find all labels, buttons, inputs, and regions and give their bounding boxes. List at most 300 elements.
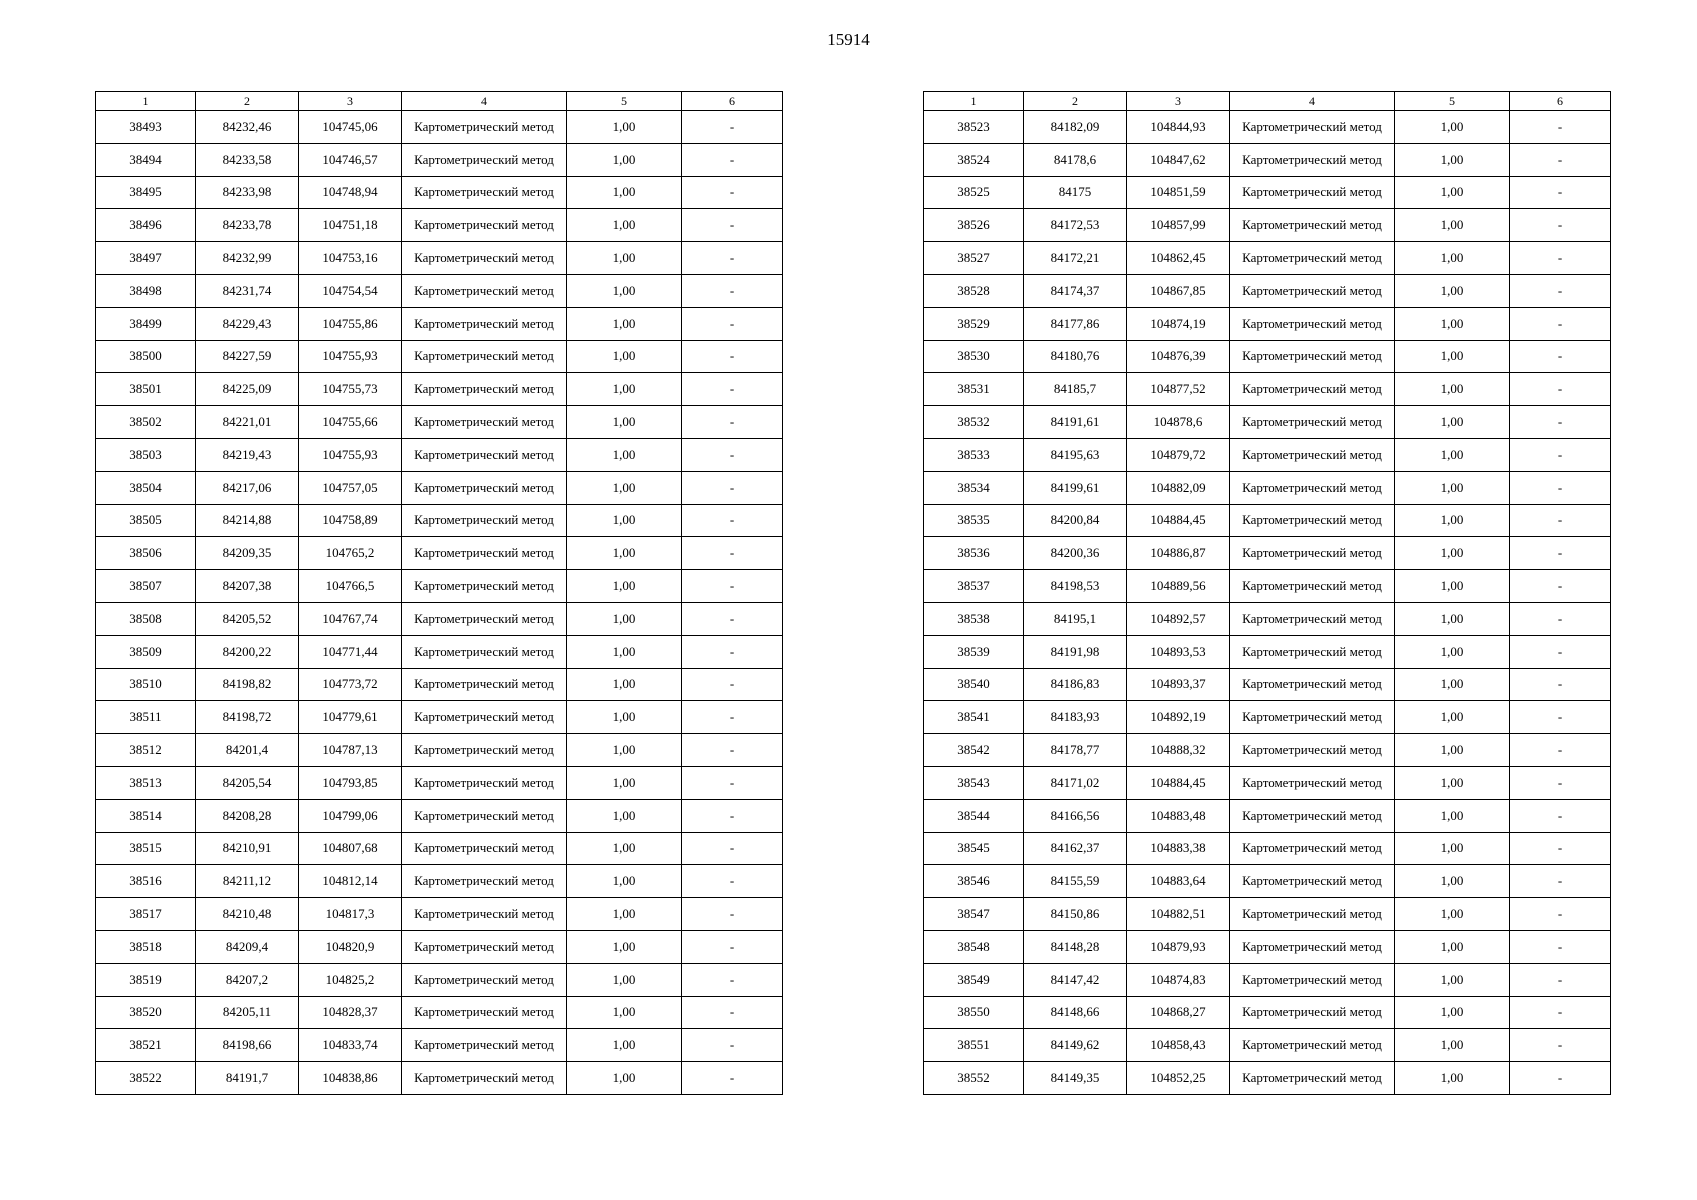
method-cell: Картометрический метод bbox=[402, 1062, 567, 1095]
accuracy-cell: 1,00 bbox=[1395, 930, 1510, 963]
table-row bbox=[924, 176, 1611, 209]
note-cell: - bbox=[682, 111, 783, 144]
table-row bbox=[924, 406, 1611, 439]
note-cell: - bbox=[1510, 209, 1611, 242]
point-number-cell: 38548 bbox=[924, 930, 1024, 963]
x-coordinate-cell: 84191,7 bbox=[196, 1062, 299, 1095]
y-coordinate-cell: 104751,18 bbox=[299, 209, 402, 242]
x-coordinate-cell: 84174,37 bbox=[1024, 274, 1127, 307]
table-row bbox=[96, 701, 783, 734]
method-cell: Картометрический метод bbox=[402, 471, 567, 504]
accuracy-cell: 1,00 bbox=[1395, 209, 1510, 242]
method-cell: Картометрический метод bbox=[1230, 963, 1395, 996]
accuracy-cell: 1,00 bbox=[1395, 537, 1510, 570]
table-row bbox=[96, 602, 783, 635]
x-coordinate-cell: 84205,52 bbox=[196, 602, 299, 635]
point-number-cell: 38541 bbox=[924, 701, 1024, 734]
y-coordinate-cell: 104883,64 bbox=[1127, 865, 1230, 898]
point-number-cell: 38538 bbox=[924, 602, 1024, 635]
y-coordinate-cell: 104833,74 bbox=[299, 1029, 402, 1062]
y-coordinate-cell: 104825,2 bbox=[299, 963, 402, 996]
x-coordinate-cell: 84175 bbox=[1024, 176, 1127, 209]
point-number-cell: 38532 bbox=[924, 406, 1024, 439]
y-coordinate-cell: 104883,38 bbox=[1127, 832, 1230, 865]
method-cell: Картометрический метод bbox=[1230, 471, 1395, 504]
table-row bbox=[96, 274, 783, 307]
x-coordinate-cell: 84198,82 bbox=[196, 668, 299, 701]
accuracy-cell: 1,00 bbox=[1395, 865, 1510, 898]
method-cell: Картометрический метод bbox=[402, 373, 567, 406]
table-row bbox=[924, 635, 1611, 668]
table-row bbox=[924, 242, 1611, 275]
x-coordinate-cell: 84171,02 bbox=[1024, 766, 1127, 799]
point-number-cell: 38509 bbox=[96, 635, 196, 668]
y-coordinate-cell: 104882,51 bbox=[1127, 898, 1230, 931]
x-coordinate-cell: 84210,48 bbox=[196, 898, 299, 931]
y-coordinate-cell: 104893,53 bbox=[1127, 635, 1230, 668]
y-coordinate-cell: 104892,19 bbox=[1127, 701, 1230, 734]
column-header: 6 bbox=[1510, 92, 1611, 111]
accuracy-cell: 1,00 bbox=[1395, 996, 1510, 1029]
table-row bbox=[924, 996, 1611, 1029]
table-row bbox=[924, 701, 1611, 734]
y-coordinate-cell: 104746,57 bbox=[299, 143, 402, 176]
method-cell: Картометрический метод bbox=[1230, 504, 1395, 537]
x-coordinate-cell: 84198,53 bbox=[1024, 570, 1127, 603]
point-number-cell: 38531 bbox=[924, 373, 1024, 406]
accuracy-cell: 1,00 bbox=[1395, 373, 1510, 406]
note-cell: - bbox=[1510, 537, 1611, 570]
table-row bbox=[924, 143, 1611, 176]
y-coordinate-cell: 104858,43 bbox=[1127, 1029, 1230, 1062]
point-number-cell: 38524 bbox=[924, 143, 1024, 176]
method-cell: Картометрический метод bbox=[402, 963, 567, 996]
column-header: 5 bbox=[567, 92, 682, 111]
y-coordinate-cell: 104874,83 bbox=[1127, 963, 1230, 996]
y-coordinate-cell: 104888,32 bbox=[1127, 734, 1230, 767]
accuracy-cell: 1,00 bbox=[1395, 176, 1510, 209]
accuracy-cell: 1,00 bbox=[567, 701, 682, 734]
point-number-cell: 38498 bbox=[96, 274, 196, 307]
note-cell: - bbox=[682, 898, 783, 931]
x-coordinate-cell: 84207,2 bbox=[196, 963, 299, 996]
accuracy-cell: 1,00 bbox=[1395, 242, 1510, 275]
note-cell: - bbox=[682, 766, 783, 799]
y-coordinate-cell: 104820,9 bbox=[299, 930, 402, 963]
accuracy-cell: 1,00 bbox=[567, 898, 682, 931]
point-number-cell: 38510 bbox=[96, 668, 196, 701]
header-row bbox=[924, 92, 1611, 111]
accuracy-cell: 1,00 bbox=[1395, 668, 1510, 701]
method-cell: Картометрический метод bbox=[1230, 734, 1395, 767]
accuracy-cell: 1,00 bbox=[1395, 963, 1510, 996]
method-cell: Картометрический метод bbox=[1230, 668, 1395, 701]
note-cell: - bbox=[1510, 274, 1611, 307]
point-number-cell: 38546 bbox=[924, 865, 1024, 898]
note-cell: - bbox=[1510, 766, 1611, 799]
point-number-cell: 38521 bbox=[96, 1029, 196, 1062]
table-row bbox=[96, 373, 783, 406]
note-cell: - bbox=[682, 504, 783, 537]
point-number-cell: 38530 bbox=[924, 340, 1024, 373]
point-number-cell: 38520 bbox=[96, 996, 196, 1029]
y-coordinate-cell: 104755,86 bbox=[299, 307, 402, 340]
note-cell: - bbox=[1510, 373, 1611, 406]
column-header: 2 bbox=[1024, 92, 1127, 111]
column-header: 3 bbox=[1127, 92, 1230, 111]
y-coordinate-cell: 104883,48 bbox=[1127, 799, 1230, 832]
note-cell: - bbox=[1510, 176, 1611, 209]
point-number-cell: 38501 bbox=[96, 373, 196, 406]
table-row bbox=[96, 799, 783, 832]
point-number-cell: 38503 bbox=[96, 438, 196, 471]
point-number-cell: 38551 bbox=[924, 1029, 1024, 1062]
y-coordinate-cell: 104755,93 bbox=[299, 438, 402, 471]
x-coordinate-cell: 84229,43 bbox=[196, 307, 299, 340]
table-row bbox=[924, 340, 1611, 373]
table-row bbox=[924, 1062, 1611, 1095]
method-cell: Картометрический метод bbox=[1230, 766, 1395, 799]
point-number-cell: 38533 bbox=[924, 438, 1024, 471]
note-cell: - bbox=[682, 274, 783, 307]
x-coordinate-cell: 84200,36 bbox=[1024, 537, 1127, 570]
method-cell: Картометрический метод bbox=[402, 898, 567, 931]
x-coordinate-cell: 84210,91 bbox=[196, 832, 299, 865]
point-number-cell: 38545 bbox=[924, 832, 1024, 865]
y-coordinate-cell: 104748,94 bbox=[299, 176, 402, 209]
point-number-cell: 38535 bbox=[924, 504, 1024, 537]
note-cell: - bbox=[1510, 570, 1611, 603]
table-row bbox=[924, 471, 1611, 504]
accuracy-cell: 1,00 bbox=[567, 176, 682, 209]
note-cell: - bbox=[1510, 602, 1611, 635]
x-coordinate-cell: 84150,86 bbox=[1024, 898, 1127, 931]
point-number-cell: 38507 bbox=[96, 570, 196, 603]
note-cell: - bbox=[1510, 471, 1611, 504]
table-row bbox=[96, 963, 783, 996]
note-cell: - bbox=[1510, 799, 1611, 832]
x-coordinate-cell: 84195,1 bbox=[1024, 602, 1127, 635]
table-row bbox=[96, 570, 783, 603]
x-coordinate-cell: 84233,78 bbox=[196, 209, 299, 242]
accuracy-cell: 1,00 bbox=[567, 930, 682, 963]
note-cell: - bbox=[1510, 438, 1611, 471]
note-cell: - bbox=[1510, 865, 1611, 898]
note-cell: - bbox=[1510, 111, 1611, 144]
method-cell: Картометрический метод bbox=[402, 635, 567, 668]
column-header: 2 bbox=[196, 92, 299, 111]
table-row bbox=[96, 766, 783, 799]
table-header bbox=[96, 92, 783, 111]
point-number-cell: 38528 bbox=[924, 274, 1024, 307]
point-number-cell: 38525 bbox=[924, 176, 1024, 209]
accuracy-cell: 1,00 bbox=[1395, 734, 1510, 767]
x-coordinate-cell: 84148,28 bbox=[1024, 930, 1127, 963]
method-cell: Картометрический метод bbox=[1230, 209, 1395, 242]
method-cell: Картометрический метод bbox=[402, 209, 567, 242]
x-coordinate-cell: 84155,59 bbox=[1024, 865, 1127, 898]
method-cell: Картометрический метод bbox=[402, 406, 567, 439]
x-coordinate-cell: 84205,54 bbox=[196, 766, 299, 799]
method-cell: Картометрический метод bbox=[402, 996, 567, 1029]
point-number-cell: 38496 bbox=[96, 209, 196, 242]
table-row bbox=[924, 307, 1611, 340]
table-row bbox=[96, 340, 783, 373]
column-header: 4 bbox=[402, 92, 567, 111]
y-coordinate-cell: 104879,93 bbox=[1127, 930, 1230, 963]
table-row bbox=[96, 307, 783, 340]
method-cell: Картометрический метод bbox=[402, 930, 567, 963]
table-header bbox=[924, 92, 1611, 111]
point-number-cell: 38505 bbox=[96, 504, 196, 537]
x-coordinate-cell: 84232,46 bbox=[196, 111, 299, 144]
accuracy-cell: 1,00 bbox=[1395, 1062, 1510, 1095]
point-number-cell: 38504 bbox=[96, 471, 196, 504]
x-coordinate-cell: 84147,42 bbox=[1024, 963, 1127, 996]
accuracy-cell: 1,00 bbox=[1395, 274, 1510, 307]
table-row bbox=[96, 1029, 783, 1062]
y-coordinate-cell: 104767,74 bbox=[299, 602, 402, 635]
point-number-cell: 38543 bbox=[924, 766, 1024, 799]
page-number: 15914 bbox=[827, 30, 870, 49]
accuracy-cell: 1,00 bbox=[567, 537, 682, 570]
x-coordinate-cell: 84214,88 bbox=[196, 504, 299, 537]
note-cell: - bbox=[682, 176, 783, 209]
accuracy-cell: 1,00 bbox=[567, 307, 682, 340]
y-coordinate-cell: 104828,37 bbox=[299, 996, 402, 1029]
accuracy-cell: 1,00 bbox=[567, 1062, 682, 1095]
x-coordinate-cell: 84205,11 bbox=[196, 996, 299, 1029]
table-row bbox=[924, 963, 1611, 996]
point-number-cell: 38523 bbox=[924, 111, 1024, 144]
method-cell: Картометрический метод bbox=[1230, 701, 1395, 734]
y-coordinate-cell: 104765,2 bbox=[299, 537, 402, 570]
point-number-cell: 38497 bbox=[96, 242, 196, 275]
note-cell: - bbox=[1510, 1029, 1611, 1062]
y-coordinate-cell: 104757,05 bbox=[299, 471, 402, 504]
accuracy-cell: 1,00 bbox=[1395, 832, 1510, 865]
y-coordinate-cell: 104847,62 bbox=[1127, 143, 1230, 176]
table-row bbox=[96, 438, 783, 471]
x-coordinate-cell: 84217,06 bbox=[196, 471, 299, 504]
point-number-cell: 38513 bbox=[96, 766, 196, 799]
y-coordinate-cell: 104857,99 bbox=[1127, 209, 1230, 242]
y-coordinate-cell: 104812,14 bbox=[299, 865, 402, 898]
y-coordinate-cell: 104838,86 bbox=[299, 1062, 402, 1095]
table-row bbox=[924, 209, 1611, 242]
note-cell: - bbox=[682, 799, 783, 832]
column-header: 3 bbox=[299, 92, 402, 111]
table-row bbox=[924, 898, 1611, 931]
coordinates-table-right bbox=[923, 91, 1611, 1095]
table-row bbox=[924, 766, 1611, 799]
note-cell: - bbox=[1510, 143, 1611, 176]
x-coordinate-cell: 84182,09 bbox=[1024, 111, 1127, 144]
x-coordinate-cell: 84191,61 bbox=[1024, 406, 1127, 439]
method-cell: Картометрический метод bbox=[1230, 373, 1395, 406]
x-coordinate-cell: 84177,86 bbox=[1024, 307, 1127, 340]
accuracy-cell: 1,00 bbox=[1395, 635, 1510, 668]
note-cell: - bbox=[1510, 307, 1611, 340]
note-cell: - bbox=[682, 307, 783, 340]
point-number-cell: 38495 bbox=[96, 176, 196, 209]
table-row bbox=[924, 602, 1611, 635]
method-cell: Картометрический метод bbox=[1230, 176, 1395, 209]
note-cell: - bbox=[1510, 668, 1611, 701]
method-cell: Картометрический метод bbox=[402, 274, 567, 307]
method-cell: Картометрический метод bbox=[402, 570, 567, 603]
table-row bbox=[96, 537, 783, 570]
point-number-cell: 38526 bbox=[924, 209, 1024, 242]
y-coordinate-cell: 104807,68 bbox=[299, 832, 402, 865]
accuracy-cell: 1,00 bbox=[567, 406, 682, 439]
x-coordinate-cell: 84166,56 bbox=[1024, 799, 1127, 832]
accuracy-cell: 1,00 bbox=[567, 734, 682, 767]
y-coordinate-cell: 104745,06 bbox=[299, 111, 402, 144]
note-cell: - bbox=[682, 209, 783, 242]
method-cell: Картометрический метод bbox=[402, 766, 567, 799]
y-coordinate-cell: 104874,19 bbox=[1127, 307, 1230, 340]
point-number-cell: 38544 bbox=[924, 799, 1024, 832]
y-coordinate-cell: 104851,59 bbox=[1127, 176, 1230, 209]
point-number-cell: 38539 bbox=[924, 635, 1024, 668]
table-row bbox=[924, 865, 1611, 898]
y-coordinate-cell: 104787,13 bbox=[299, 734, 402, 767]
point-number-cell: 38512 bbox=[96, 734, 196, 767]
x-coordinate-cell: 84178,77 bbox=[1024, 734, 1127, 767]
table-row bbox=[924, 504, 1611, 537]
y-coordinate-cell: 104884,45 bbox=[1127, 504, 1230, 537]
method-cell: Картометрический метод bbox=[1230, 438, 1395, 471]
y-coordinate-cell: 104884,45 bbox=[1127, 766, 1230, 799]
table-row bbox=[924, 274, 1611, 307]
accuracy-cell: 1,00 bbox=[567, 340, 682, 373]
y-coordinate-cell: 104889,56 bbox=[1127, 570, 1230, 603]
table-row bbox=[924, 373, 1611, 406]
x-coordinate-cell: 84172,21 bbox=[1024, 242, 1127, 275]
accuracy-cell: 1,00 bbox=[1395, 471, 1510, 504]
y-coordinate-cell: 104773,72 bbox=[299, 668, 402, 701]
note-cell: - bbox=[682, 832, 783, 865]
x-coordinate-cell: 84148,66 bbox=[1024, 996, 1127, 1029]
table-body bbox=[924, 111, 1611, 1095]
note-cell: - bbox=[682, 668, 783, 701]
x-coordinate-cell: 84225,09 bbox=[196, 373, 299, 406]
accuracy-cell: 1,00 bbox=[1395, 602, 1510, 635]
note-cell: - bbox=[682, 635, 783, 668]
table-row bbox=[924, 832, 1611, 865]
method-cell: Картометрический метод bbox=[1230, 406, 1395, 439]
column-header: 1 bbox=[924, 92, 1024, 111]
x-coordinate-cell: 84201,4 bbox=[196, 734, 299, 767]
accuracy-cell: 1,00 bbox=[1395, 1029, 1510, 1062]
x-coordinate-cell: 84219,43 bbox=[196, 438, 299, 471]
accuracy-cell: 1,00 bbox=[1395, 406, 1510, 439]
point-number-cell: 38514 bbox=[96, 799, 196, 832]
accuracy-cell: 1,00 bbox=[1395, 701, 1510, 734]
table-row bbox=[924, 537, 1611, 570]
y-coordinate-cell: 104766,5 bbox=[299, 570, 402, 603]
table-row bbox=[96, 504, 783, 537]
y-coordinate-cell: 104862,45 bbox=[1127, 242, 1230, 275]
method-cell: Картометрический метод bbox=[402, 734, 567, 767]
table-row bbox=[96, 734, 783, 767]
x-coordinate-cell: 84191,98 bbox=[1024, 635, 1127, 668]
note-cell: - bbox=[682, 1029, 783, 1062]
note-cell: - bbox=[1510, 701, 1611, 734]
accuracy-cell: 1,00 bbox=[567, 373, 682, 406]
accuracy-cell: 1,00 bbox=[1395, 340, 1510, 373]
note-cell: - bbox=[1510, 898, 1611, 931]
method-cell: Картометрический метод bbox=[1230, 832, 1395, 865]
note-cell: - bbox=[1510, 340, 1611, 373]
note-cell: - bbox=[1510, 996, 1611, 1029]
y-coordinate-cell: 104878,6 bbox=[1127, 406, 1230, 439]
note-cell: - bbox=[1510, 242, 1611, 275]
method-cell: Картометрический метод bbox=[1230, 274, 1395, 307]
x-coordinate-cell: 84185,7 bbox=[1024, 373, 1127, 406]
note-cell: - bbox=[1510, 504, 1611, 537]
table-row bbox=[96, 635, 783, 668]
note-cell: - bbox=[682, 1062, 783, 1095]
y-coordinate-cell: 104879,72 bbox=[1127, 438, 1230, 471]
accuracy-cell: 1,00 bbox=[567, 111, 682, 144]
point-number-cell: 38519 bbox=[96, 963, 196, 996]
table-row bbox=[96, 930, 783, 963]
y-coordinate-cell: 104867,85 bbox=[1127, 274, 1230, 307]
x-coordinate-cell: 84227,59 bbox=[196, 340, 299, 373]
point-number-cell: 38493 bbox=[96, 111, 196, 144]
point-number-cell: 38500 bbox=[96, 340, 196, 373]
method-cell: Картометрический метод bbox=[402, 242, 567, 275]
table-row bbox=[924, 438, 1611, 471]
y-coordinate-cell: 104755,66 bbox=[299, 406, 402, 439]
x-coordinate-cell: 84199,61 bbox=[1024, 471, 1127, 504]
table-row bbox=[924, 570, 1611, 603]
accuracy-cell: 1,00 bbox=[567, 635, 682, 668]
accuracy-cell: 1,00 bbox=[1395, 143, 1510, 176]
table-row bbox=[924, 799, 1611, 832]
method-cell: Картометрический метод bbox=[1230, 799, 1395, 832]
accuracy-cell: 1,00 bbox=[567, 143, 682, 176]
point-number-cell: 38527 bbox=[924, 242, 1024, 275]
point-number-cell: 38511 bbox=[96, 701, 196, 734]
point-number-cell: 38549 bbox=[924, 963, 1024, 996]
y-coordinate-cell: 104793,85 bbox=[299, 766, 402, 799]
note-cell: - bbox=[682, 602, 783, 635]
note-cell: - bbox=[682, 242, 783, 275]
method-cell: Картометрический метод bbox=[1230, 1062, 1395, 1095]
accuracy-cell: 1,00 bbox=[567, 799, 682, 832]
point-number-cell: 38517 bbox=[96, 898, 196, 931]
method-cell: Картометрический метод bbox=[1230, 537, 1395, 570]
method-cell: Картометрический метод bbox=[402, 865, 567, 898]
x-coordinate-cell: 84200,22 bbox=[196, 635, 299, 668]
point-number-cell: 38499 bbox=[96, 307, 196, 340]
note-cell: - bbox=[682, 701, 783, 734]
y-coordinate-cell: 104852,25 bbox=[1127, 1062, 1230, 1095]
y-coordinate-cell: 104886,87 bbox=[1127, 537, 1230, 570]
table-row bbox=[924, 734, 1611, 767]
note-cell: - bbox=[682, 996, 783, 1029]
accuracy-cell: 1,00 bbox=[1395, 766, 1510, 799]
method-cell: Картометрический метод bbox=[1230, 242, 1395, 275]
y-coordinate-cell: 104799,06 bbox=[299, 799, 402, 832]
method-cell: Картометрический метод bbox=[402, 799, 567, 832]
x-coordinate-cell: 84198,72 bbox=[196, 701, 299, 734]
header-row bbox=[96, 92, 783, 111]
x-coordinate-cell: 84209,35 bbox=[196, 537, 299, 570]
